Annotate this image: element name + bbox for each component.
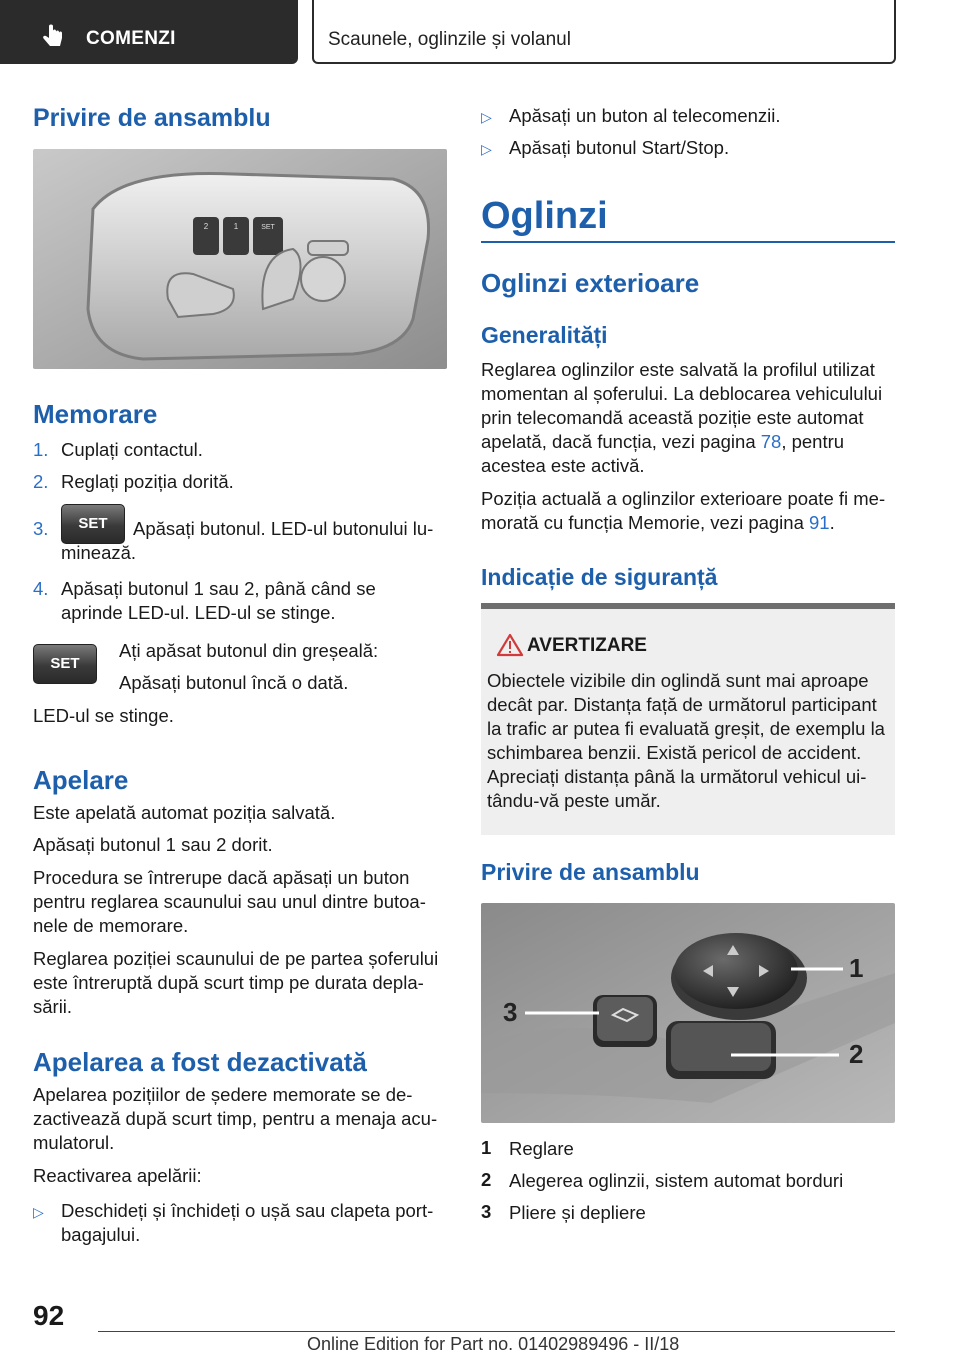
general-p2-l1: Poziția actuală a oglinzilor exterioare poate fi me- [481,488,886,509]
apelare-p1: Este apelată automat poziția salvată. [33,802,336,823]
apelare-heading: Apelare [33,765,129,795]
legend-num-2: 2 [481,1169,492,1190]
general-p1-l3: prin telecomandă această poziție este automat [481,407,864,428]
legend-text-3: Pliere și depliere [509,1202,646,1223]
step-3-text-b: minează. [61,542,137,563]
seat-button-set: SET [261,224,275,231]
note-line-2: Apăsați butonul încă o dată. [119,672,349,693]
chapter-tab[interactable] [312,0,896,64]
section-tab[interactable] [0,0,298,64]
generalitati-heading: Generalități [481,322,608,348]
seat-memory-buttons-image [33,149,447,369]
triangle-bullet-icon: ▷ [481,109,492,125]
chapter-title: Scaunele, oglinzile și volanul [328,29,571,50]
callout-1: 1 [849,953,864,983]
apelare-p3-l1: Procedura se întrerupe dacă apăsați un buton [33,867,410,888]
mirror-controls-photo [481,903,895,1123]
legend-num-1: 1 [481,1137,492,1158]
step-text: Reglați poziția dorită. [61,471,234,492]
mirror-control-image [481,903,895,1123]
general-p2-l2-end: . [829,512,835,533]
memorare-heading: Memorare [33,399,158,429]
warning-line-4: schimbarea benzii. Există pericol de accident. [487,742,862,763]
page-number: 92 [33,1300,65,1331]
legend-num-3: 3 [481,1201,492,1222]
set-button-icon: SET [33,644,97,684]
apelare-p3-l3: nele de memorare. [33,915,189,936]
step-text: Apăsați butonul 1 sau 2, până când se [61,578,376,599]
general-p2-l2 [481,511,835,535]
dezactivata-p1-l2: zactivează după scurt timp, pentru a menaja acu- [33,1108,438,1129]
general-p1-l4 [481,430,844,454]
set-button-icon: SET [61,504,125,544]
apelare-p4-l3: sării. [33,996,73,1017]
legend-text-1: Reglare [509,1138,574,1159]
dezactivata-heading: Apelarea a fost dezactivată [33,1047,367,1077]
warning-line-1: Obiectele vizibile din oglindă sunt mai aproape [487,670,869,691]
legend-text-2: Alegerea oglinzii, sistem automat borduri [509,1170,844,1191]
step-4-text-b: aprinde LED-ul. LED-ul se stinge. [61,602,336,623]
general-p2-l2-a: morată cu funcția Memorie, vezi pagina [481,512,810,533]
step-text: Cuplați contactul. [61,439,203,460]
exterior-mirrors-heading: Oglinzi exterioare [481,268,700,298]
note-line-1: Ați apăsat butonul din greșeală: [119,640,379,661]
warning-title: AVERTIZARE [527,635,647,656]
step-3-text-a: Apăsați butonul. LED-ul butonului lu- [133,518,434,539]
apelare-p2: Apăsați butonul 1 sau 2 dorit. [33,834,273,855]
general-p1-l5: acestea este activă. [481,455,645,476]
heading-rule [481,241,895,243]
apelare-p4-l2: este întreruptă după scurt timp pe durata depla- [33,972,424,993]
step-number: 1. [33,439,49,460]
apelare-p4-l1: Reglarea poziției scaunului de pe partea șoferului [33,948,439,969]
overview2-heading: Privire de ansamblu [481,859,700,885]
seat-memory-photo [33,149,447,369]
oglinzi-heading: Oglinzi [481,195,608,237]
apelare-p3-l2: pentru reglarea scaunului sau unul dintre butoa- [33,891,426,912]
reactivare-text: Reactivarea apelării: [33,1165,202,1186]
warning-line-3: la trafic ar putea fi evaluată greșit, de exemplu la [487,718,885,739]
seat-button-1: 1 [233,222,239,231]
led-off-text: LED-ul se stinge. [33,705,174,726]
hand-pointer-icon [40,24,66,50]
bullet3: Apăsați butonul Start/Stop. [509,137,730,158]
bullet1-l1: Deschideți și închideți o ușă sau clapeta port- [61,1200,434,1221]
warning-line-2: decât par. Distanța față de următorul participant [487,694,877,715]
page-link-78[interactable]: 78 [760,431,782,452]
step-number: 4. [33,578,49,599]
section-label: COMENZI [86,28,176,49]
step-number: 3. [33,518,49,539]
seat-button-2: 2 [203,222,209,231]
triangle-bullet-icon: ▷ [481,141,492,157]
bullet1-l2: bagajului. [61,1224,141,1245]
dezactivata-p1-l3: mulatorul. [33,1132,115,1153]
warning-line-6: tându-vă peste umăr. [487,790,661,811]
general-p1-l4-a: apelată, dacă funcția, vezi pagina [481,431,761,452]
callout-3: 3 [503,997,518,1027]
footer-edition: Online Edition for Part no. 01402989496 - II/18 [307,1334,680,1354]
warning-box [481,603,895,835]
page-link-91[interactable]: 91 [809,512,830,533]
safety-heading: Indicație de siguranță [481,564,718,590]
overview-heading: Privire de ansamblu [33,104,271,132]
warning-triangle-icon [496,633,524,657]
callout-2: 2 [849,1039,864,1069]
warning-line-5: Apreciați distanța până la următorul vehicul ui- [487,766,867,787]
general-p1-l1: Reglarea oglinzilor este salvată la profilul utilizat [481,359,875,380]
triangle-bullet-icon: ▷ [33,1204,44,1220]
general-p1-l4-b: , pentru [781,431,845,452]
step-number: 2. [33,471,49,492]
bullet2: Apăsați un buton al telecomenzii. [509,105,781,126]
general-p1-l2: momentan al șoferului. La deblocarea vehiculului [481,383,883,404]
dezactivata-p1-l1: Apelarea pozițiilor de ședere memorate se de- [33,1084,413,1105]
footer-rule [98,1331,895,1332]
